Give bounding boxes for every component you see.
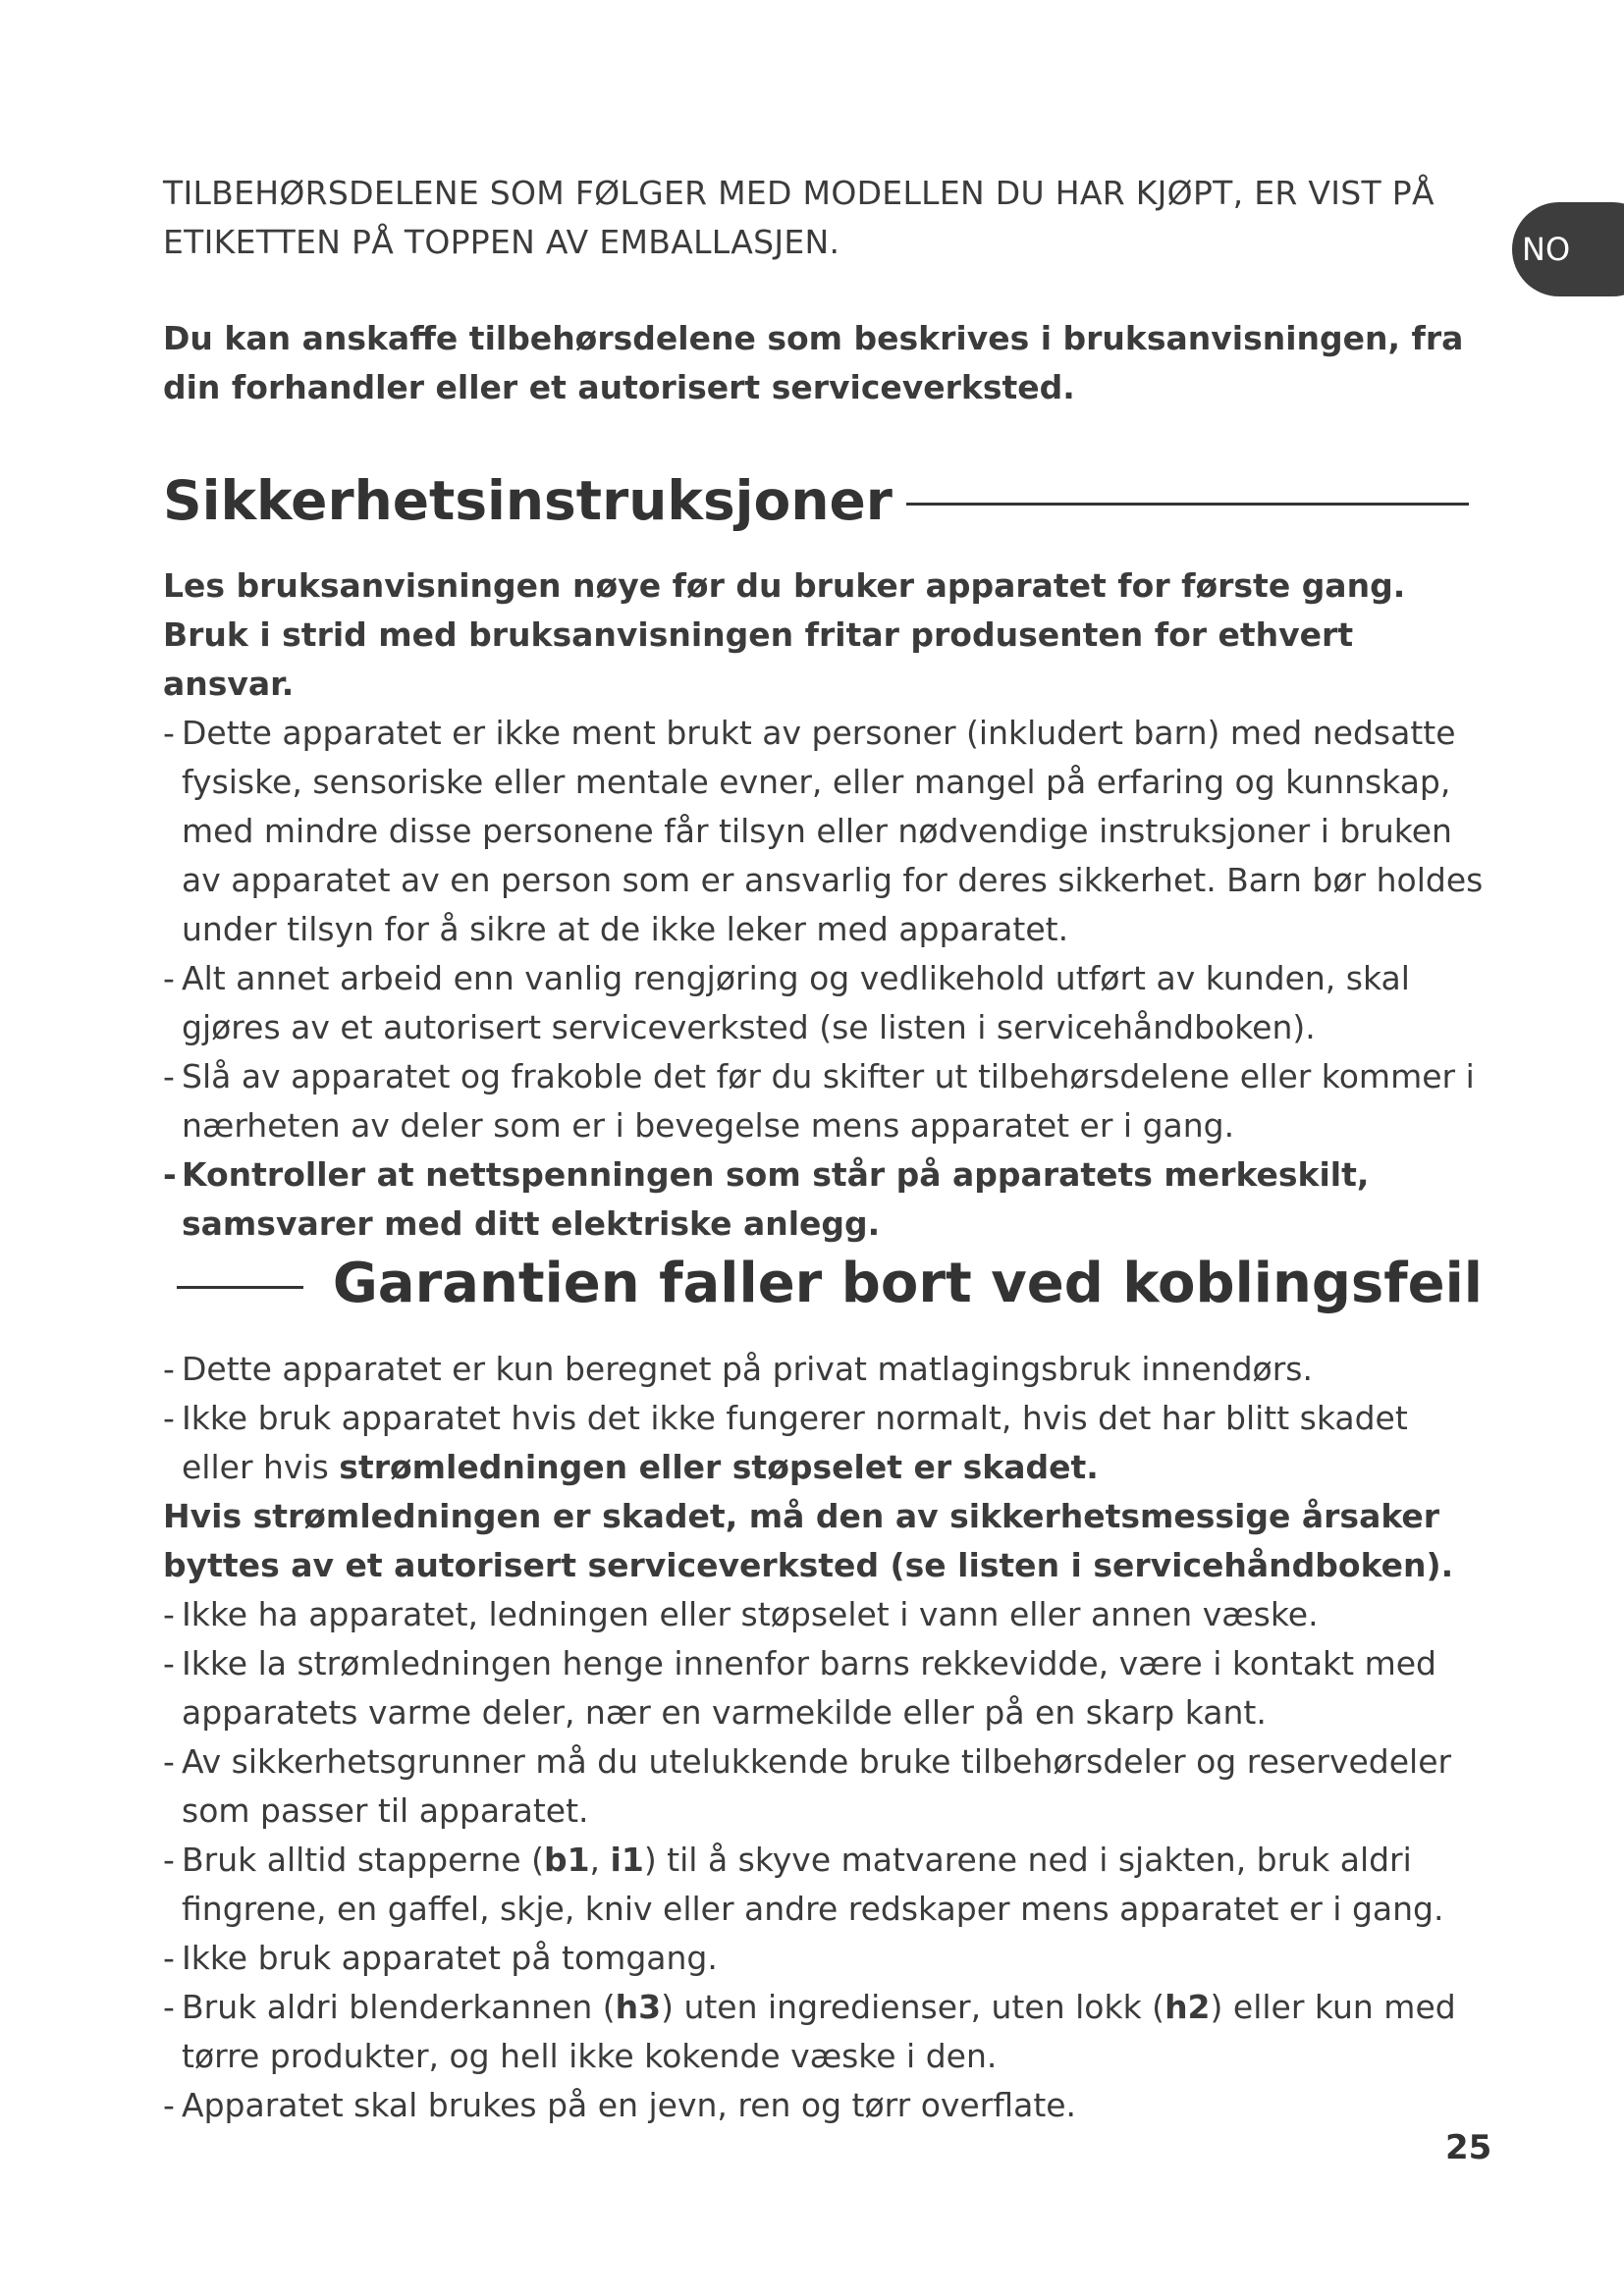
list-item: - Ikke bruk apparatet på tomgang. [163,1934,1489,1983]
warranty-section [163,1345,1489,2130]
list-item: - Ikke la strømledningen henge innenfor barns rekkevidde, være i kontakt med apparatets varme deler, nær en varmekilde eller på en skarp kant. [163,1639,1489,1737]
heading-rule [177,1286,303,1289]
safety-lead: Les bruksanvisningen nøye før du bruker apparatet for første gang. Bruk i strid med bruksanvisningen fritar produsenten for ethvert ansvar. [163,566,1406,703]
list-item: - Dette apparatet er ikke ment brukt av personer (inkludert barn) med nedsatte fysiske, sensoriske eller mentale evner, eller mangel på erfaring og kunnskap, med mindre disse personene får tilsyn eller nødvendige instruksjoner i bruken av apparatet av en person som er ansvarlig for deres sikkerhet. Barn bør holdes under tilsyn for å sikre at de ikke leker med apparatet. [163,709,1489,954]
list-item: - Alt annet arbeid enn vanlig rengjøring og vedlikehold utført av kunden, skal gjøres av et autorisert serviceverksted (se listen i servicehåndboken). [163,954,1489,1052]
warranty-title: Garantien faller bort ved koblingsfeil [332,1252,1483,1315]
list-item-text: , [589,1841,611,1879]
cord-replacement-notice: Hvis strømledningen er skadet, må den av sikkerhetsmessige årsaker byttes av et autorisert serviceverksted (se listen i servicehåndboken). [163,1497,1454,1584]
list-item [163,1983,1489,2081]
part-reference: b1 [543,1841,590,1879]
accessories-notice: TILBEHØRSDELENE SOM FØLGER MED MODELLEN DU HAR KJØPT, ER VIST PÅ ETIKETTEN PÅ TOPPEN AV EMBALLASJEN. [163,174,1435,261]
list-item: - Av sikkerhetsgrunner må du utelukkende bruke tilbehørsdeler og reservedeler som passer til apparatet. [163,1737,1489,1836]
list-item-text: ) uten ingredienser, uten lokk ( [661,1988,1165,2026]
list-item [163,1394,1489,1492]
safety-section [163,561,1489,1249]
list-item: - Slå av apparatet og frakoble det før du skifter ut tilbehørsdelene eller kommer i nærheten av deler som er i bevegelse mens apparatet er i gang. [163,1052,1489,1150]
safety-list [163,709,1489,1249]
list-item-emphasis: strømledningen eller støpselet er skadet. [339,1448,1099,1486]
safety-title: Sikkerhetsinstruksjoner [163,469,893,532]
warranty-list-continued [163,1590,1489,2130]
language-tab: NO [1512,202,1624,296]
list-item-text: ) til å skyve matvarene ned i sjakten, bruk aldri fingrene, en gaffel, skje, kniv eller andre redskaper mens apparatet er i gang. [182,1841,1444,1928]
part-reference: h2 [1164,1988,1211,2026]
list-item: - Kontroller at nettspenningen som står på apparatets merkeskilt, samsvarer med ditt elektriske anlegg. [163,1150,1489,1249]
list-item-text: ) eller kun med tørre produkter, og hell ikke kokende væske i den. [182,1988,1456,2075]
accessories-purchase-note: Du kan anskaffe tilbehørsdelene som beskrives i bruksanvisningen, fra din forhandler eller et autorisert serviceverksted. [163,319,1464,406]
warranty-heading [177,1245,1483,1323]
list-item-text: Bruk aldri blenderkannen ( [182,1988,616,2026]
list-item-text: Ikke bruk apparatet hvis det ikke fungerer normalt, hvis det har blitt skadet eller hvis [182,1399,1408,1486]
safety-heading [163,461,1469,540]
list-item: - Dette apparatet er kun beregnet på privat matlagingsbruk innendørs. [163,1345,1489,1394]
page-number: 25 [1445,2128,1492,2167]
part-reference: h3 [615,1988,662,2026]
list-item: - Apparatet skal brukes på en jevn, ren og tørr overflate. [163,2081,1489,2130]
warranty-list [163,1345,1489,1492]
list-item [163,1836,1489,1934]
list-item: - Ikke ha apparatet, ledningen eller støpselet i vann eller annen væske. [163,1590,1489,1639]
heading-rule [906,503,1469,506]
part-reference: i1 [610,1841,644,1879]
list-item-text: Bruk alltid stapperne ( [182,1841,544,1879]
